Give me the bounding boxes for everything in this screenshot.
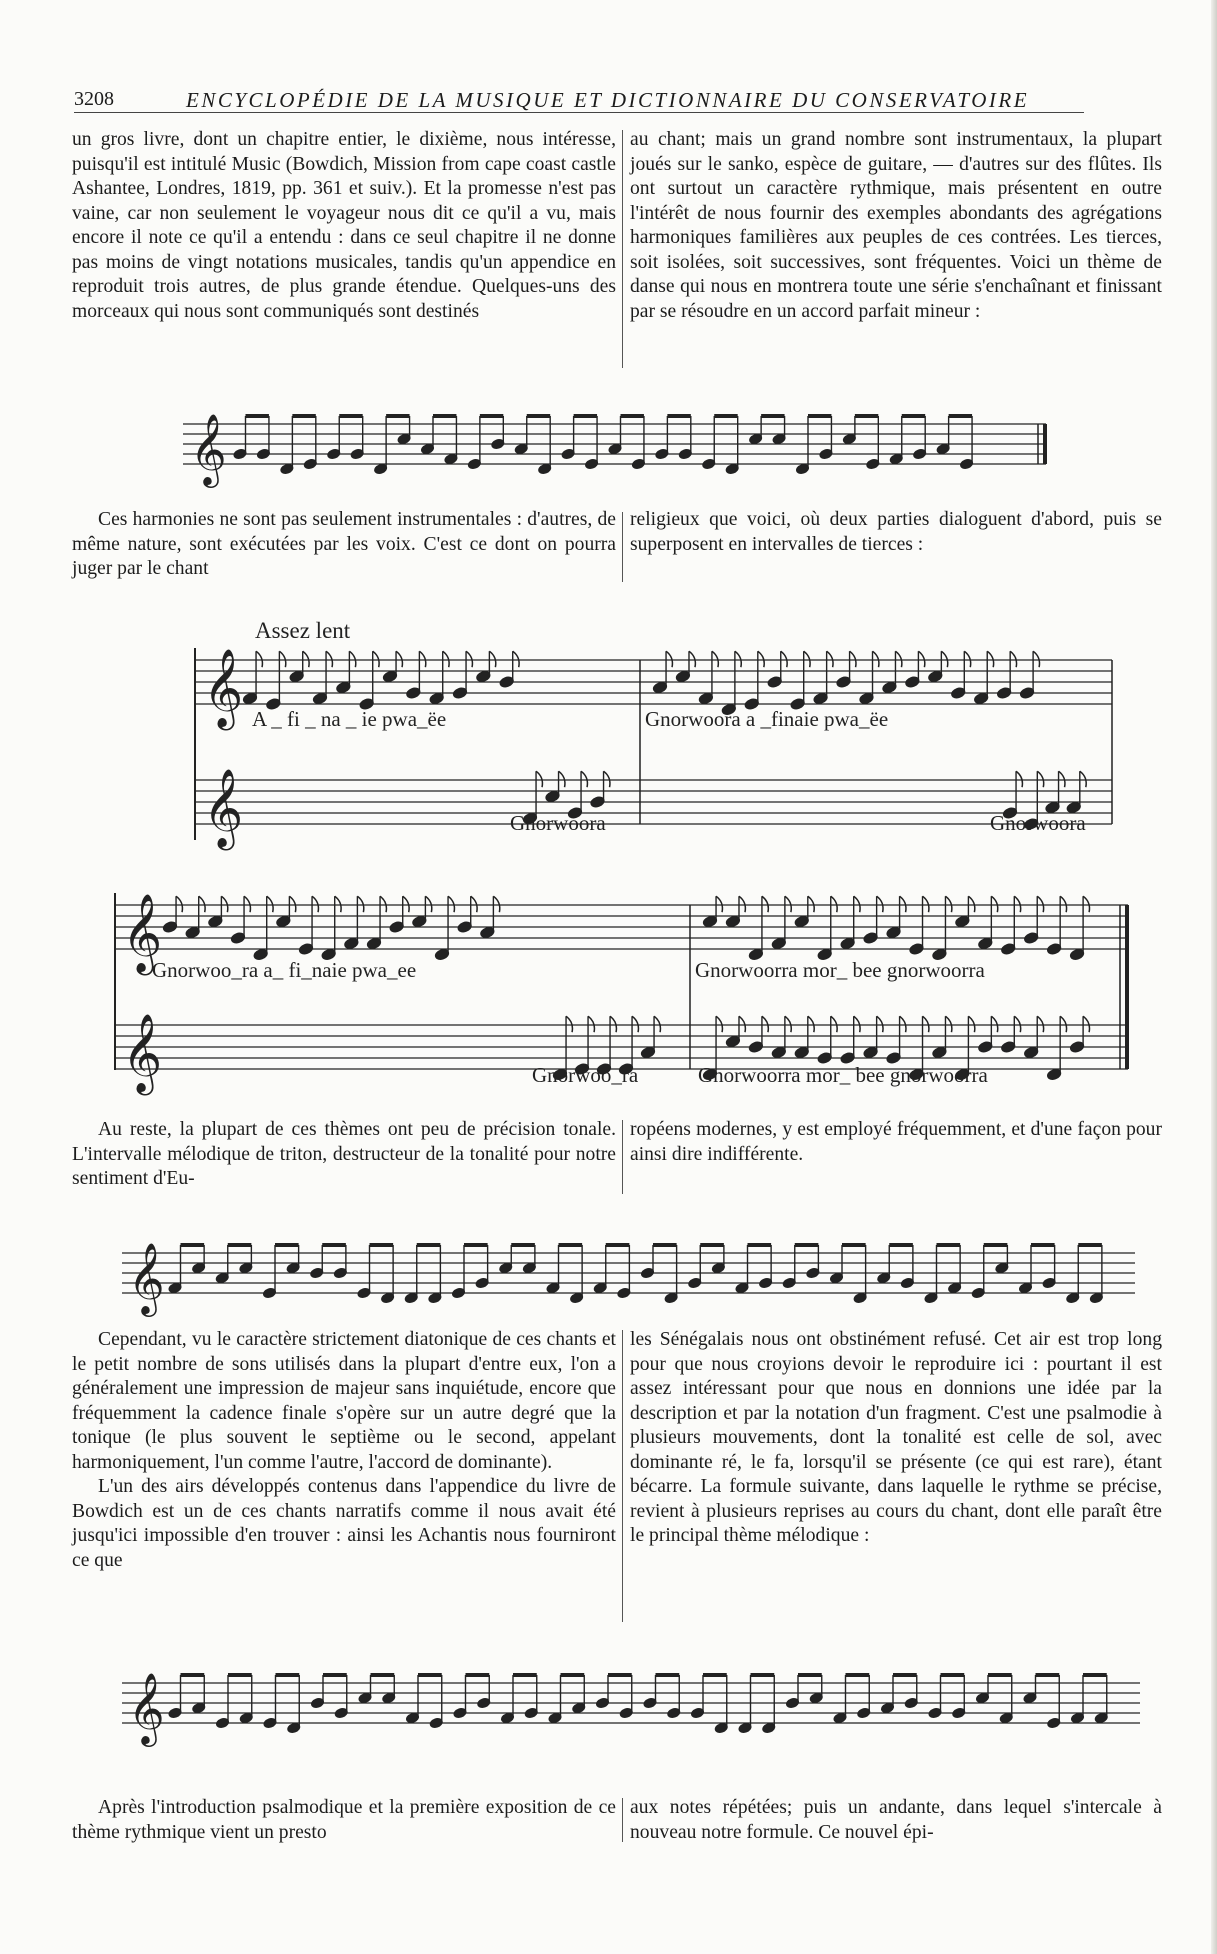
note-flag	[895, 651, 901, 667]
note-flag	[923, 896, 929, 912]
note-flag	[877, 896, 883, 912]
note-flag	[380, 896, 386, 912]
note-flag	[739, 1016, 745, 1032]
note-flag	[735, 651, 741, 667]
note-flag	[1037, 771, 1043, 787]
treble-clef: 𝄞	[128, 1671, 165, 1744]
lyric: Gnorwoorra mor_ bee gnorwoorra	[695, 958, 985, 982]
note-flag	[716, 896, 722, 912]
note-flag	[987, 651, 993, 667]
note-flag	[199, 896, 205, 912]
treble-clef: 𝄞	[122, 893, 163, 973]
note-flag	[991, 896, 997, 912]
note-flag	[279, 651, 285, 667]
note-flag	[588, 1016, 594, 1032]
note-flag	[831, 896, 837, 912]
note-flag	[831, 1016, 837, 1032]
note-flag	[1033, 651, 1039, 667]
lyric: Gnorwoo_ra a_ fi_naie pwa_ee	[152, 958, 417, 982]
note-flag	[1010, 651, 1016, 667]
note-flag	[968, 1016, 974, 1032]
note-flag	[654, 1016, 660, 1032]
note-flag	[923, 1016, 929, 1032]
note-flag	[289, 896, 295, 912]
treble-clef: 𝄞	[203, 648, 244, 728]
note-flag	[945, 1016, 951, 1032]
note-flag	[403, 896, 409, 912]
note-flag	[900, 1016, 906, 1032]
note-flag	[918, 651, 924, 667]
note-flag	[877, 1016, 883, 1032]
page-number: 3208	[74, 88, 114, 110]
note-flag	[396, 651, 402, 667]
note-flag	[357, 896, 363, 912]
note-flag	[781, 651, 787, 667]
score-tritone-theme	[122, 1241, 1135, 1317]
note-flag	[335, 896, 341, 912]
note-flag	[221, 896, 227, 912]
note-flag	[1037, 896, 1043, 912]
text-block-3-right: ropéens modernes, y est employé fréquemment, et d'une façon pour ainsi dire indifférente.	[630, 1119, 1162, 1165]
note-flag	[489, 651, 495, 667]
lyric: Gnorwoo_ra	[532, 1063, 639, 1087]
note-flag	[312, 896, 318, 912]
note-flag	[604, 771, 610, 787]
note-flag	[373, 651, 379, 667]
note-flag	[808, 896, 814, 912]
note-flag	[244, 896, 250, 912]
lyric: Gnorwoora	[510, 811, 606, 835]
note-flag	[493, 896, 499, 912]
text-block-4-left: Cependant, vu le caractère strictement diatonique de ces chants et le petit nombre de sons utilisés dans la plupart d'entre eux, l'on a généralement une impression de majeur sans inquiétude, encore que fréquemment la cadence finale s'opère sur un autre degré que la tonique (le plus souvent le septième ou le second, appelant harmoniquement, l'un comme l'autre, l'accord de dominante). L'un des airs développés contenus dans l'appendice du livre de Bowdich est un de ces chants narratifs comme il nous avait été jusqu'ici impossible d'en trouver : ainsi les Achantis nous fourniront ce que	[72, 1329, 616, 1571]
note-flag	[873, 651, 879, 667]
note-flag	[1060, 1016, 1066, 1032]
note-flag	[739, 896, 745, 912]
note-flag	[968, 896, 974, 912]
note-flag	[712, 651, 718, 667]
note-flag	[854, 1016, 860, 1032]
note-flag	[804, 651, 810, 667]
text-block-2-left: Ces harmonies ne sont pas seulement instrumentales : d'autres, de même nature, sont exécutées par les voix. C'est ce dont on pourra juger par le chant	[72, 509, 616, 579]
note-flag	[991, 1016, 997, 1032]
text-block-4-right: les Sénégalais nous ont obstinément refusé. Cet air est trop long pour que nous croyions devoir le reproduire ici : pourtant il est assez intéressant pour que nous en donnions une idée par la description et par la notation d'un fragment. C'est une psalmodie à plusieurs mouvements, dont la tonalité est celle de sol, avec dominante ré, le fa, lorsqu'il se présente (ce qui est rare), étant bécarre. La formule suivante, dans laquelle le rythme se précise, revient à plusieurs reprises au cours du chant, dont elle paraît être le principal thème mélodique :	[630, 1329, 1162, 1546]
score-rhythmic-formula	[122, 1671, 1140, 1747]
page-edge-shadow	[1211, 0, 1217, 1954]
treble-clef: 𝄞	[203, 768, 244, 848]
note-flag	[1037, 1016, 1043, 1032]
note-flag	[666, 651, 672, 667]
note-flag	[267, 896, 273, 912]
note-flag	[941, 651, 947, 667]
text-block-3-left: Au reste, la plupart de ces thèmes ont peu de précision tonale. L'intervalle mélodique de triton, destructeur de la tonalité pour notre sentiment d'Eu-	[72, 1119, 616, 1189]
note-flag	[256, 651, 262, 667]
note-flag	[559, 771, 565, 787]
note-flag	[854, 896, 860, 912]
lyric: Gnorwoorra mor_ bee gnorwoorra	[698, 1063, 988, 1087]
note-flag	[513, 651, 519, 667]
note-flag	[900, 896, 906, 912]
note-flag	[176, 896, 182, 912]
note-flag	[964, 651, 970, 667]
tempo-marking: Assez lent	[255, 618, 351, 643]
note-flag	[1016, 771, 1022, 787]
running-title: ENCYCLOPÉDIE DE LA MUSIQUE ET DICTIONNAIRE DU CONSERVATOIRE	[186, 88, 1030, 112]
note-flag	[443, 651, 449, 667]
treble-clef: 𝄞	[122, 1013, 163, 1093]
note-flag	[536, 771, 542, 787]
score-dance-theme	[183, 412, 1046, 488]
note-flag	[785, 1016, 791, 1032]
note-flag	[471, 896, 477, 912]
treble-clef: 𝄞	[128, 1241, 165, 1314]
note-flag	[785, 896, 791, 912]
note-flag	[425, 896, 431, 912]
note-flag	[1083, 1016, 1089, 1032]
note-flag	[850, 651, 856, 667]
lyric: A _ fi _ na _ ie pwa_ëe	[252, 707, 447, 731]
treble-clef: 𝄞	[190, 412, 227, 485]
note-flag	[1014, 896, 1020, 912]
text-block-1-left: un gros livre, dont un chapitre entier, le dixième, nous intéresse, puisqu'il est intitulé Music (Bowdich, Mission from cape coast castle Ashantee, Londres, 1819, pp. 361 et suiv.). Et la promesse n'est pas vaine, car non seulement le voyageur nous dit ce qu'il a vu, mais encore il note ce qu'il a entendu : dans ce seul chapitre il ne donne pas moins de vingt notations musicales, tandis qu'un appendice en reproduit trois autres, de plus grande étendue. Quelques-uns des morceaux qui nous sont communiqués sont destinés	[72, 129, 616, 322]
text-block-1-right: au chant; mais un grand nombre sont instrumentaux, la plupart joués sur le sanko, espèce de guitare, — d'autres sur des flûtes. Ils ont surtout un caractère rythmique, mais présentent en outre l'intérêt de nous fournir des exemples abondants des agrégations harmoniques familières aux peuples de ces contrées. Les tierces, soit isolées, soit successives, sont fréquentes. Voici un thème de danse qui nous en montrera toute une série s'enchaînant et finissant par se résoudre en un accord parfait mineur :	[630, 129, 1162, 322]
text-block-5-left: Après l'introduction psalmodique et la première exposition de ce thème rythmique vient un presto	[72, 1797, 616, 1843]
note-flag	[566, 1016, 572, 1032]
note-flag	[808, 1016, 814, 1032]
note-flag	[1080, 771, 1086, 787]
lyric: Gnorwoora a _finaie pwa_ëe	[645, 707, 889, 731]
note-flag	[716, 1016, 722, 1032]
note-flag	[758, 651, 764, 667]
note-flag	[419, 651, 425, 667]
text-block-5-right: aux notes répétées; puis un andante, dans lequel s'intercale à nouveau notre formule. Ce nouvel épi-	[630, 1797, 1162, 1843]
note-flag	[581, 771, 587, 787]
note-flag	[827, 651, 833, 667]
note-flag	[632, 1016, 638, 1032]
note-flag	[1083, 896, 1089, 912]
note-flag	[326, 651, 332, 667]
note-flag	[762, 1016, 768, 1032]
note-flag	[466, 651, 472, 667]
text-block-2-right: religieux que voici, où deux parties dialoguent d'abord, puis se superposent en intervalles de tierces :	[630, 509, 1162, 555]
note-flag	[1060, 896, 1066, 912]
lyric: Gnorwoora	[990, 811, 1086, 835]
note-flag	[349, 651, 355, 667]
note-flag	[945, 896, 951, 912]
note-flag	[1059, 771, 1065, 787]
note-flag	[303, 651, 309, 667]
note-flag	[448, 896, 454, 912]
note-flag	[689, 651, 695, 667]
score-religious-chant-part1	[195, 648, 1112, 851]
note-flag	[1014, 1016, 1020, 1032]
note-flag	[610, 1016, 616, 1032]
note-flag	[762, 896, 768, 912]
